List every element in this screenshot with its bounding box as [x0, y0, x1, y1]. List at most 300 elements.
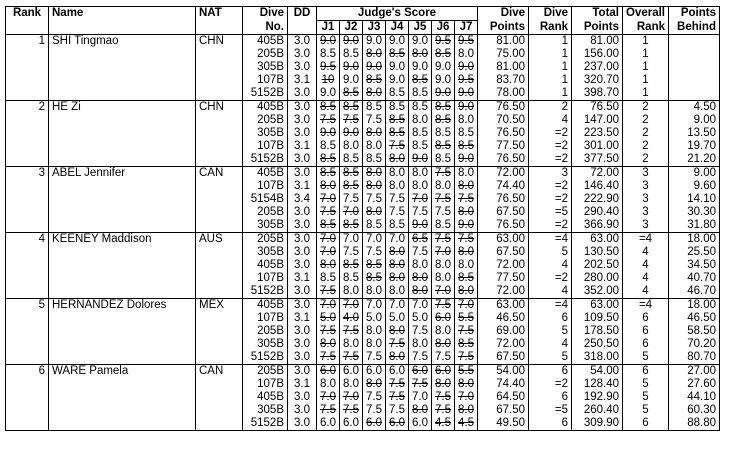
judge-score-5: 9.0 — [409, 61, 432, 74]
judge-score-5: 7.5 — [409, 351, 432, 365]
header-dive-no-1: Dive — [243, 7, 288, 21]
judge-score-2: 8.5 — [340, 259, 363, 272]
header-dive-points-2: Points — [478, 21, 529, 35]
athlete-nat-empty — [196, 61, 243, 74]
dive-points: 81.00 — [478, 35, 529, 49]
athlete-name-empty — [49, 61, 196, 74]
athlete-rank-empty — [6, 87, 49, 101]
athlete-rank: 6 — [6, 365, 49, 379]
dive-rank: 6 — [529, 312, 572, 325]
total-points: 146.40 — [572, 180, 623, 193]
points-behind — [669, 35, 720, 49]
judge-score-7: 9.5 — [455, 74, 478, 87]
header-total-2: Points — [572, 21, 623, 35]
points-behind: 58.50 — [669, 325, 720, 338]
athlete-rank-empty — [6, 417, 49, 431]
judge-score-4: 8.5 — [386, 48, 409, 61]
header-judge-6: J6 — [432, 21, 455, 35]
degree-of-difficulty: 3.0 — [288, 246, 317, 259]
athlete-nat: MEX — [196, 299, 243, 313]
dive-rank: =2 — [529, 153, 572, 167]
judge-score-1: 6.0 — [317, 365, 340, 379]
judge-score-5: 8.5 — [409, 101, 432, 115]
judge-score-1: 8.0 — [317, 259, 340, 272]
degree-of-difficulty: 3.0 — [288, 127, 317, 140]
judge-score-4: 5.0 — [386, 312, 409, 325]
judge-score-7: 9.0 — [455, 153, 478, 167]
total-points: 223.50 — [572, 127, 623, 140]
header-total-1: Total — [572, 7, 623, 21]
judge-score-6: 7.5 — [432, 193, 455, 206]
dive-number: 5152B — [243, 153, 288, 167]
athlete-name-empty — [49, 206, 196, 219]
judge-score-6: 8.0 — [432, 378, 455, 391]
judge-score-4: 8.0 — [386, 325, 409, 338]
judge-score-2: 9.0 — [340, 61, 363, 74]
athlete-rank: 5 — [6, 299, 49, 313]
degree-of-difficulty: 3.1 — [288, 74, 317, 87]
judge-score-7: 8.0 — [455, 285, 478, 299]
dive-rank: 2 — [529, 101, 572, 115]
points-behind: 44.10 — [669, 391, 720, 404]
judge-score-7: 8.0 — [455, 167, 478, 181]
dive-points: 63.00 — [478, 299, 529, 313]
judge-score-3: 7.5 — [363, 246, 386, 259]
header-judge-3: J3 — [363, 21, 386, 35]
dive-number: 5154B — [243, 193, 288, 206]
athlete-nat-empty — [196, 417, 243, 431]
table-row — [6, 325, 720, 338]
overall-rank: 4 — [623, 259, 669, 272]
judge-score-1: 9.0 — [317, 35, 340, 49]
judge-score-3: 8.5 — [363, 219, 386, 233]
table-row — [6, 206, 720, 219]
athlete-rank-empty — [6, 180, 49, 193]
judge-score-1: 7.5 — [317, 285, 340, 299]
athlete-rank-empty — [6, 272, 49, 285]
athlete-rank-empty — [6, 127, 49, 140]
overall-rank: 3 — [623, 219, 669, 233]
dive-number: 5152B — [243, 285, 288, 299]
judge-score-6: 8.5 — [432, 140, 455, 153]
judge-score-1: 7.0 — [317, 193, 340, 206]
overall-rank: 6 — [623, 338, 669, 351]
dive-points: 67.50 — [478, 351, 529, 365]
judge-score-3: 7.5 — [363, 391, 386, 404]
athlete-rank: 1 — [6, 35, 49, 49]
judge-score-6: 8.5 — [432, 101, 455, 115]
total-points: 309.90 — [572, 417, 623, 431]
judge-score-7: 9.5 — [455, 35, 478, 49]
athlete-name-empty — [49, 140, 196, 153]
dive-points: 70.50 — [478, 114, 529, 127]
total-points: 109.50 — [572, 312, 623, 325]
overall-rank: 1 — [623, 87, 669, 101]
judge-score-7: 8.5 — [455, 272, 478, 285]
points-behind: 14.10 — [669, 193, 720, 206]
judge-score-1: 7.0 — [317, 299, 340, 313]
judge-score-6: 7.0 — [432, 285, 455, 299]
athlete-nat-empty — [196, 74, 243, 87]
dive-points: 64.50 — [478, 391, 529, 404]
overall-rank: 1 — [623, 48, 669, 61]
header-judges: Judge's Score — [317, 7, 478, 21]
dive-number: 107B — [243, 74, 288, 87]
dive-rank: 4 — [529, 338, 572, 351]
dive-points: 46.50 — [478, 312, 529, 325]
dive-number: 405B — [243, 167, 288, 181]
athlete-rank-empty — [6, 378, 49, 391]
judge-score-6: 8.0 — [432, 338, 455, 351]
dive-points: 74.40 — [478, 378, 529, 391]
table-row — [6, 417, 720, 431]
athlete-nat-empty — [196, 153, 243, 167]
athlete-nat-empty — [196, 48, 243, 61]
judge-score-5: 8.5 — [409, 127, 432, 140]
judge-score-7: 7.5 — [455, 233, 478, 247]
overall-rank: 4 — [623, 285, 669, 299]
judge-score-5: 8.0 — [409, 338, 432, 351]
dive-rank: =5 — [529, 404, 572, 417]
points-behind: 40.70 — [669, 272, 720, 285]
judge-score-1: 7.0 — [317, 246, 340, 259]
total-points: 377.50 — [572, 153, 623, 167]
points-behind — [669, 87, 720, 101]
points-behind — [669, 48, 720, 61]
total-points: 63.00 — [572, 299, 623, 313]
judge-score-2: 8.0 — [340, 338, 363, 351]
degree-of-difficulty: 3.4 — [288, 193, 317, 206]
points-behind: 18.00 — [669, 299, 720, 313]
athlete-nat-empty — [196, 114, 243, 127]
total-points: 301.00 — [572, 140, 623, 153]
athlete-name-empty — [49, 325, 196, 338]
dive-rank: 1 — [529, 87, 572, 101]
total-points: 192.90 — [572, 391, 623, 404]
athlete-rank-empty — [6, 48, 49, 61]
judge-score-5: 8.0 — [409, 48, 432, 61]
overall-rank: 2 — [623, 140, 669, 153]
table-row — [6, 140, 720, 153]
judge-score-7: 8.0 — [455, 246, 478, 259]
judge-score-3: 8.5 — [363, 272, 386, 285]
judge-score-2: 8.5 — [340, 153, 363, 167]
dive-number: 107B — [243, 140, 288, 153]
judge-score-2: 7.0 — [340, 206, 363, 219]
degree-of-difficulty: 3.0 — [288, 325, 317, 338]
dive-number: 305B — [243, 127, 288, 140]
dive-points: 81.00 — [478, 61, 529, 74]
results-table — [5, 6, 720, 431]
judge-score-2: 4.0 — [340, 312, 363, 325]
judge-score-7: 8.0 — [455, 114, 478, 127]
judge-score-4: 7.5 — [386, 404, 409, 417]
overall-rank: 2 — [623, 127, 669, 140]
athlete-name-empty — [49, 404, 196, 417]
judge-score-7: 8.0 — [455, 259, 478, 272]
total-points: 290.40 — [572, 206, 623, 219]
header-judge-2: J2 — [340, 21, 363, 35]
points-behind — [669, 74, 720, 87]
overall-rank: 6 — [623, 417, 669, 431]
judge-score-4: 7.5 — [386, 193, 409, 206]
dive-rank: =4 — [529, 233, 572, 247]
athlete-nat-empty — [196, 140, 243, 153]
athlete-nat-empty — [196, 391, 243, 404]
points-behind: 18.00 — [669, 233, 720, 247]
total-points: 54.00 — [572, 365, 623, 379]
judge-score-5: 8.0 — [409, 180, 432, 193]
table-row — [6, 167, 720, 181]
degree-of-difficulty: 3.0 — [288, 338, 317, 351]
judge-score-6: 8.5 — [432, 153, 455, 167]
points-behind: 13.50 — [669, 127, 720, 140]
judge-score-5: 8.5 — [409, 87, 432, 101]
judge-score-3: 5.0 — [363, 312, 386, 325]
athlete-name-empty — [49, 193, 196, 206]
total-points: 237.00 — [572, 61, 623, 74]
total-points: 178.50 — [572, 325, 623, 338]
judge-score-2: 7.5 — [340, 325, 363, 338]
judge-score-7: 8.0 — [455, 48, 478, 61]
dive-number: 405B — [243, 101, 288, 115]
judge-score-3: 8.0 — [363, 127, 386, 140]
degree-of-difficulty: 3.1 — [288, 312, 317, 325]
judge-score-6: 7.5 — [432, 167, 455, 181]
dive-rank: =2 — [529, 180, 572, 193]
overall-rank: 5 — [623, 378, 669, 391]
total-points: 280.00 — [572, 272, 623, 285]
total-points: 72.00 — [572, 167, 623, 181]
header-judge-5: J5 — [409, 21, 432, 35]
total-points: 352.00 — [572, 285, 623, 299]
degree-of-difficulty: 3.0 — [288, 35, 317, 49]
judge-score-1: 8.5 — [317, 140, 340, 153]
header-judge-4: J4 — [386, 21, 409, 35]
judge-score-5: 7.0 — [409, 193, 432, 206]
judge-score-4: 7.5 — [386, 378, 409, 391]
points-behind: 34.50 — [669, 259, 720, 272]
overall-rank: 5 — [623, 404, 669, 417]
athlete-nat-empty — [196, 206, 243, 219]
judge-score-2: 9.0 — [340, 74, 363, 87]
degree-of-difficulty: 3.0 — [288, 233, 317, 247]
judge-score-4: 7.5 — [386, 206, 409, 219]
dive-rank: =2 — [529, 127, 572, 140]
judge-score-5: 7.5 — [409, 325, 432, 338]
table-row — [6, 153, 720, 167]
athlete-group — [6, 167, 720, 233]
judge-score-1: 8.5 — [317, 272, 340, 285]
points-behind: 21.20 — [669, 153, 720, 167]
dive-points: 67.50 — [478, 246, 529, 259]
judge-score-4: 7.5 — [386, 338, 409, 351]
dive-points: 54.00 — [478, 365, 529, 379]
dive-points: 72.00 — [478, 338, 529, 351]
athlete-name-empty — [49, 285, 196, 299]
athlete-nat: CHN — [196, 35, 243, 49]
athlete-name-empty — [49, 48, 196, 61]
judge-score-3: 7.0 — [363, 233, 386, 247]
athlete-nat-empty — [196, 127, 243, 140]
dive-points: 74.40 — [478, 180, 529, 193]
header-behind-1: Points — [669, 7, 720, 21]
points-behind: 9.00 — [669, 167, 720, 181]
table-row — [6, 365, 720, 379]
judge-score-5: 7.5 — [409, 206, 432, 219]
athlete-name-empty — [49, 87, 196, 101]
table-row — [6, 114, 720, 127]
total-points: 81.00 — [572, 35, 623, 49]
judge-score-1: 8.5 — [317, 153, 340, 167]
table-row — [6, 404, 720, 417]
degree-of-difficulty: 3.0 — [288, 101, 317, 115]
judge-score-3: 8.0 — [363, 140, 386, 153]
judge-score-3: 9.0 — [363, 61, 386, 74]
judge-score-1: 9.5 — [317, 61, 340, 74]
header-overall-1: Overall — [623, 7, 669, 21]
degree-of-difficulty: 3.0 — [288, 206, 317, 219]
athlete-name: WARE Pamela — [49, 365, 196, 379]
judge-score-4: 8.0 — [386, 272, 409, 285]
dive-number: 205B — [243, 325, 288, 338]
judge-score-5: 8.0 — [409, 167, 432, 181]
overall-rank: 3 — [623, 193, 669, 206]
dive-number: 5152B — [243, 351, 288, 365]
points-behind: 80.70 — [669, 351, 720, 365]
athlete-nat-empty — [196, 378, 243, 391]
overall-rank: 4 — [623, 272, 669, 285]
athlete-nat-empty — [196, 246, 243, 259]
judge-score-7: 7.0 — [455, 391, 478, 404]
judge-score-1: 8.5 — [317, 167, 340, 181]
degree-of-difficulty: 3.0 — [288, 285, 317, 299]
athlete-nat-empty — [196, 180, 243, 193]
total-points: 318.00 — [572, 351, 623, 365]
judge-score-1: 7.5 — [317, 325, 340, 338]
dive-number: 5152B — [243, 417, 288, 431]
dive-rank: 1 — [529, 35, 572, 49]
dive-points: 76.50 — [478, 219, 529, 233]
judge-score-6: 8.0 — [432, 325, 455, 338]
judge-score-6: 8.5 — [432, 48, 455, 61]
degree-of-difficulty: 3.0 — [288, 351, 317, 365]
dive-points: 72.00 — [478, 259, 529, 272]
judge-score-6: 7.0 — [432, 246, 455, 259]
dive-rank: =2 — [529, 140, 572, 153]
judge-score-1: 7.5 — [317, 206, 340, 219]
judge-score-2: 9.0 — [340, 127, 363, 140]
judge-score-6: 7.5 — [432, 206, 455, 219]
dive-rank: 6 — [529, 391, 572, 404]
judge-score-2: 6.0 — [340, 417, 363, 431]
dive-rank: 1 — [529, 48, 572, 61]
judge-score-4: 8.0 — [386, 246, 409, 259]
table-row — [6, 48, 720, 61]
judge-score-3: 6.0 — [363, 417, 386, 431]
points-behind: 19.70 — [669, 140, 720, 153]
dive-points: 76.50 — [478, 193, 529, 206]
table-row — [6, 378, 720, 391]
judge-score-7: 8.5 — [455, 338, 478, 351]
judge-score-5: 8.0 — [409, 114, 432, 127]
header-dive-no-2: No. — [243, 21, 288, 35]
dive-number: 5152B — [243, 87, 288, 101]
judge-score-7: 7.5 — [455, 351, 478, 365]
judge-score-3: 8.0 — [363, 338, 386, 351]
dive-points: 49.50 — [478, 417, 529, 431]
dive-points: 67.50 — [478, 206, 529, 219]
table-row — [6, 233, 720, 247]
judge-score-3: 8.5 — [363, 153, 386, 167]
judge-score-6: 7.5 — [432, 299, 455, 313]
judge-score-6: 7.5 — [432, 351, 455, 365]
judge-score-2: 8.0 — [340, 378, 363, 391]
athlete-rank-empty — [6, 140, 49, 153]
judge-score-1: 9.0 — [317, 87, 340, 101]
athlete-rank-empty — [6, 404, 49, 417]
overall-rank: 5 — [623, 351, 669, 365]
degree-of-difficulty: 3.1 — [288, 272, 317, 285]
athlete-group — [6, 35, 720, 101]
judge-score-5: 6.0 — [409, 365, 432, 379]
judge-score-2: 8.5 — [340, 272, 363, 285]
total-points: 398.70 — [572, 87, 623, 101]
table-row — [6, 74, 720, 87]
dive-rank: 5 — [529, 246, 572, 259]
judge-score-3: 8.0 — [363, 48, 386, 61]
judge-score-1: 8.5 — [317, 48, 340, 61]
dive-number: 405B — [243, 259, 288, 272]
athlete-name: SHI Tingmao — [49, 35, 196, 49]
judge-score-2: 9.0 — [340, 35, 363, 49]
dive-number: 305B — [243, 246, 288, 259]
header-judge-7: J7 — [455, 21, 478, 35]
points-behind: 9.00 — [669, 114, 720, 127]
dive-rank: =4 — [529, 299, 572, 313]
degree-of-difficulty: 3.0 — [288, 391, 317, 404]
athlete-name-empty — [49, 219, 196, 233]
athlete-rank-empty — [6, 325, 49, 338]
degree-of-difficulty: 3.0 — [288, 48, 317, 61]
judge-score-5: 8.0 — [409, 404, 432, 417]
degree-of-difficulty: 3.0 — [288, 365, 317, 379]
header-dive-rank-2: Rank — [529, 21, 572, 35]
table-row — [6, 35, 720, 49]
athlete-rank-empty — [6, 338, 49, 351]
judge-score-4: 6.0 — [386, 417, 409, 431]
athlete-rank-empty — [6, 61, 49, 74]
judge-score-6: 8.0 — [432, 272, 455, 285]
judge-score-7: 8.0 — [455, 206, 478, 219]
dive-number: 305B — [243, 338, 288, 351]
dive-rank: 4 — [529, 114, 572, 127]
athlete-name-empty — [49, 351, 196, 365]
judge-score-7: 9.0 — [455, 219, 478, 233]
judge-score-4: 8.5 — [386, 101, 409, 115]
athlete-nat-empty — [196, 87, 243, 101]
judge-score-4: 7.5 — [386, 391, 409, 404]
table-row — [6, 193, 720, 206]
judge-score-2: 7.0 — [340, 299, 363, 313]
judge-score-5: 9.0 — [409, 153, 432, 167]
judge-score-2: 8.5 — [340, 101, 363, 115]
judge-score-2: 7.5 — [340, 404, 363, 417]
athlete-rank-empty — [6, 219, 49, 233]
judge-score-1: 7.5 — [317, 404, 340, 417]
judge-score-7: 5.5 — [455, 365, 478, 379]
athlete-name-empty — [49, 259, 196, 272]
